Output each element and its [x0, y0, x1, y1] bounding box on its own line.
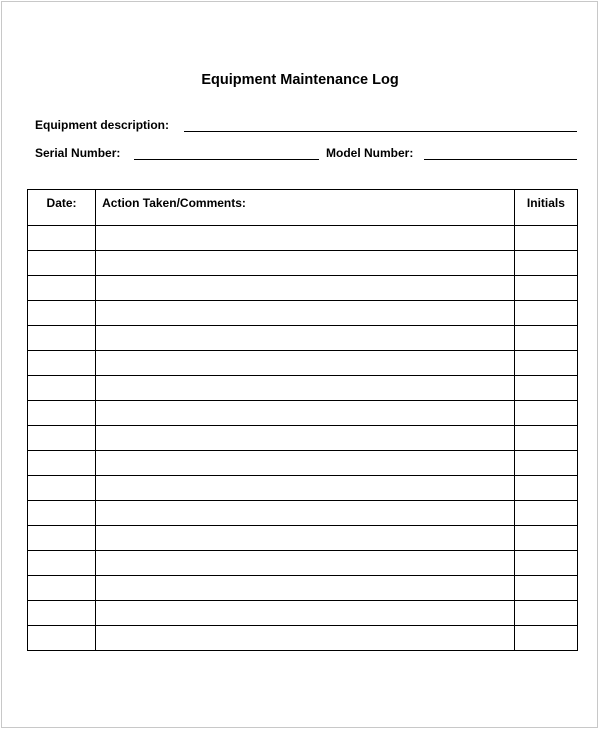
action-cell[interactable]: [96, 501, 515, 526]
initials-cell[interactable]: [514, 351, 577, 376]
model-number-line: [424, 159, 577, 160]
initials-cell[interactable]: [514, 276, 577, 301]
action-cell[interactable]: [96, 276, 515, 301]
table-row: [28, 376, 578, 401]
date-cell[interactable]: [28, 626, 96, 651]
table-row: [28, 576, 578, 601]
table-header-row: [28, 190, 578, 226]
action-cell[interactable]: [96, 476, 515, 501]
maintenance-log-table: [27, 189, 578, 651]
action-cell[interactable]: [96, 251, 515, 276]
table-row: [28, 326, 578, 351]
table-row: [28, 226, 578, 251]
action-cell[interactable]: [96, 576, 515, 601]
action-cell[interactable]: [96, 626, 515, 651]
table-row: [28, 301, 578, 326]
action-cell[interactable]: [96, 426, 515, 451]
table-row: [28, 626, 578, 651]
initials-cell[interactable]: [514, 476, 577, 501]
table-row: [28, 351, 578, 376]
table-body: [28, 226, 578, 651]
date-column-header: Date:: [28, 190, 96, 226]
model-number-label: Model Number:: [326, 146, 414, 160]
table-row: [28, 251, 578, 276]
date-cell[interactable]: [28, 526, 96, 551]
initials-cell[interactable]: [514, 551, 577, 576]
action-cell[interactable]: [96, 376, 515, 401]
date-cell[interactable]: [28, 401, 96, 426]
action-cell[interactable]: [96, 401, 515, 426]
serial-number-line: [134, 159, 319, 160]
action-cell[interactable]: [96, 301, 515, 326]
date-cell[interactable]: [28, 551, 96, 576]
action-cell[interactable]: [96, 351, 515, 376]
table-row: [28, 526, 578, 551]
table-row: [28, 451, 578, 476]
initials-cell[interactable]: [514, 376, 577, 401]
table-row: [28, 601, 578, 626]
action-cell[interactable]: [96, 226, 515, 251]
table-row: [28, 401, 578, 426]
initials-cell[interactable]: [514, 251, 577, 276]
action-cell[interactable]: [96, 526, 515, 551]
initials-cell[interactable]: [514, 401, 577, 426]
action-cell[interactable]: [96, 601, 515, 626]
table-row: [28, 276, 578, 301]
date-cell[interactable]: [28, 251, 96, 276]
initials-cell[interactable]: [514, 576, 577, 601]
date-cell[interactable]: [28, 326, 96, 351]
initials-cell[interactable]: [514, 451, 577, 476]
action-column-header: Action Taken/Comments:: [96, 190, 515, 226]
date-cell[interactable]: [28, 576, 96, 601]
action-cell[interactable]: [96, 326, 515, 351]
date-cell[interactable]: [28, 351, 96, 376]
initials-cell[interactable]: [514, 301, 577, 326]
initials-column-header: Initials: [514, 190, 577, 226]
serial-number-label: Serial Number:: [35, 146, 121, 160]
initials-cell[interactable]: [514, 626, 577, 651]
table-row: [28, 426, 578, 451]
initials-cell[interactable]: [514, 326, 577, 351]
table-row: [28, 476, 578, 501]
initials-cell[interactable]: [514, 426, 577, 451]
equipment-description-label: Equipment description:: [35, 118, 170, 132]
action-cell[interactable]: [96, 451, 515, 476]
date-cell[interactable]: [28, 601, 96, 626]
initials-cell[interactable]: [514, 226, 577, 251]
initials-cell[interactable]: [514, 526, 577, 551]
date-cell[interactable]: [28, 276, 96, 301]
date-cell[interactable]: [28, 226, 96, 251]
date-cell[interactable]: [28, 476, 96, 501]
document-title: Equipment Maintenance Log: [201, 72, 399, 88]
date-cell[interactable]: [28, 501, 96, 526]
table-row: [28, 501, 578, 526]
date-cell[interactable]: [28, 301, 96, 326]
initials-cell[interactable]: [514, 501, 577, 526]
date-cell[interactable]: [28, 376, 96, 401]
action-cell[interactable]: [96, 551, 515, 576]
date-cell[interactable]: [28, 426, 96, 451]
table-row: [28, 551, 578, 576]
initials-cell[interactable]: [514, 601, 577, 626]
date-cell[interactable]: [28, 451, 96, 476]
equipment-description-line: [184, 131, 577, 132]
